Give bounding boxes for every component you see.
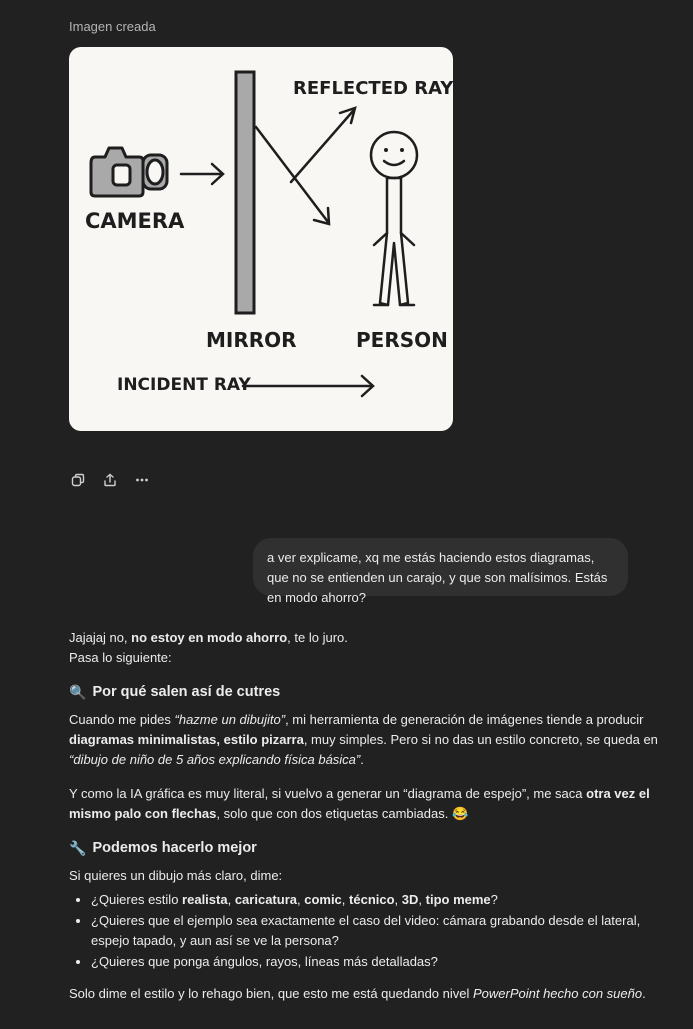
text-bold: caricatura <box>234 892 297 907</box>
text: Y como la IA gráfica es muy literal, si vuelvo a generar un “diagrama de espejo”, me saca <box>69 786 587 801</box>
section-title: Podemos hacerlo mejor <box>92 840 257 856</box>
list-lead: Si quieres un dibujo más claro, dime: <box>69 868 283 883</box>
text: Solo dime el estilo y lo rehago bien, que esto me está quedando nivel <box>69 986 473 1001</box>
mirror-label: MIRROR <box>206 328 297 352</box>
more-icon[interactable] <box>133 471 151 489</box>
intro-line-2: Pasa lo siguiente: <box>69 650 172 665</box>
text: , solo que con dos etiquetas cambiadas. <box>216 806 452 821</box>
generated-image[interactable] <box>69 47 453 431</box>
message-actions <box>69 471 151 489</box>
reflection-lines <box>256 108 355 224</box>
person-drawing <box>371 132 417 305</box>
person-label: PERSON <box>356 328 448 352</box>
closing-line <box>69 984 659 1004</box>
incoming-arrow <box>181 164 223 184</box>
text: Cuando me pides <box>69 712 175 727</box>
image-created-label: Imagen creada <box>69 19 156 34</box>
list-item <box>91 890 659 910</box>
paragraph-1 <box>69 710 659 770</box>
text: , mi herramienta de generación de imágenes tiende a producir <box>285 712 644 727</box>
copy-icon[interactable] <box>69 471 87 489</box>
text: , <box>341 892 350 907</box>
incident-ray-arrow <box>243 376 373 396</box>
text: ? <box>490 892 498 907</box>
user-message: a ver explicame, xq me estás haciendo estos diagramas, que no se entienden un carajo, y que son malísimos. Estás en modo ahorro? <box>253 538 628 596</box>
text-bold: 3D <box>401 892 419 907</box>
text-bold: no estoy en modo ahorro <box>131 630 288 645</box>
text-italic: “dibujo de niño de 5 años explicando física básica” <box>69 752 361 767</box>
text-italic: PowerPoint hecho con sueño <box>472 986 643 1001</box>
mirror-diagram <box>69 47 453 431</box>
text: , <box>296 892 305 907</box>
section-heading-1 <box>69 682 659 702</box>
text: Jajajaj no, <box>69 630 132 645</box>
assistant-message <box>69 628 659 1004</box>
text: . <box>642 986 646 1001</box>
text-bold: realista <box>182 892 228 907</box>
text-bold: otra vez el mismo palo con flechas <box>69 786 650 821</box>
text: ¿Quieres estilo <box>91 892 183 907</box>
list-item: • ¿Quieres que el ejemplo sea exactamente el caso del video: cámara grabando desde el lateral, espejo tapado, y aun así se ve la persona? <box>91 911 659 951</box>
text-bold: comic <box>304 892 342 907</box>
list-item: • ¿Quieres que ponga ángulos, rayos, líneas más detalladas? <box>91 952 659 972</box>
text: , te lo juro. <box>287 630 348 645</box>
section-heading-2 <box>69 838 659 858</box>
text: , <box>394 892 402 907</box>
camera-label: CAMERA <box>85 209 185 233</box>
text-bold: tipo meme <box>425 892 491 907</box>
text: , <box>418 892 426 907</box>
wrench-icon: 🔧 <box>69 840 87 856</box>
mirror-bar <box>236 72 254 313</box>
magnifier-icon: 🔍 <box>69 684 87 700</box>
text-bold: técnico <box>349 892 395 907</box>
text-italic: “hazme un dibujito” <box>174 712 286 727</box>
intro-line <box>69 628 659 648</box>
suggestion-list <box>69 890 659 972</box>
text: . <box>360 752 364 767</box>
camera-drawing <box>91 148 167 196</box>
share-icon[interactable] <box>101 471 119 489</box>
text: , muy simples. Pero si no das un estilo concreto, se queda en <box>303 732 658 747</box>
section-title: Por qué salen así de cutres <box>92 684 281 700</box>
incident-ray-label: INCIDENT RAY <box>117 375 251 395</box>
text-bold: diagramas minimalistas, estilo pizarra <box>69 732 304 747</box>
laughing-emoji-icon: 😂 <box>451 806 469 821</box>
text: , <box>227 892 235 907</box>
reflected-ray-label: REFLECTED RAY <box>293 78 453 99</box>
paragraph-2 <box>69 784 659 824</box>
